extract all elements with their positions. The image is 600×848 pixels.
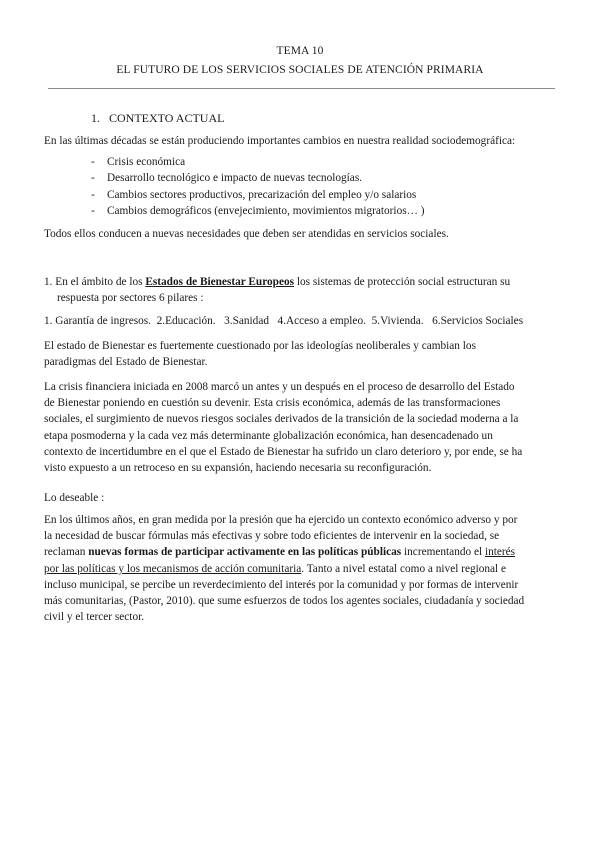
conclusion-paragraph: Todos ellos conducen a nuevas necesidades que deben ser atendidas en servicios sociales. <box>44 228 449 240</box>
title-subject: EL FUTURO DE LOS SERVICIOS SOCIALES DE ATENCIÓN PRIMARIA <box>116 64 484 76</box>
section-heading <box>91 110 224 126</box>
section-title: CONTEXTO ACTUAL <box>109 111 225 125</box>
section-number: 1. <box>91 111 100 125</box>
changes-list <box>91 154 425 219</box>
title-topic: TEMA 10 <box>276 45 324 57</box>
list-item: - Crisis económica <box>91 156 186 168</box>
community-emphasis: por las políticas y los mecanismos de acción comunitaria <box>44 562 302 575</box>
list-item: - Cambios demográficos (envejecimiento, movimientos migratorios… ) <box>91 204 425 217</box>
questioned-paragraph: El estado de Bienestar es fuertemente cuestionado por las ideologías neoliberales y cambian los paradigmas del Estado de Bienestar. <box>44 340 476 369</box>
pillar-item: 3.Sanidad <box>224 315 269 327</box>
pillar-item: 1. Garantía de ingresos. <box>44 315 151 327</box>
pillar-item: 2.Educación. <box>156 315 216 327</box>
title-divider <box>48 88 555 89</box>
list-item: - Desarrollo tecnológico e impacto de nuevas tecnologías. <box>91 172 363 185</box>
pillar-item: 6.Servicios Sociales <box>432 315 524 327</box>
welfare-highlight: Estados de Bienestar Europeos <box>145 276 295 288</box>
desirable-label: Lo deseable : <box>44 492 105 504</box>
participation-emphasis: nuevas formas de participar activamente en las políticas públicas <box>88 546 402 559</box>
list-item: - Cambios sectores productivos, precarización del empleo y/o salarios <box>91 188 417 201</box>
intro-paragraph: En las últimas décadas se están produciendo importantes cambios en nuestra realidad sociodemográfica: <box>44 135 516 147</box>
welfare-paragraph: 1. En el ámbito de los Estados de Bienestar Europeos los sistemas de protección social estructuran su respuesta por sectores 6 pilares : <box>44 276 511 305</box>
pillars-line <box>44 313 523 329</box>
crisis-paragraph: La crisis financiera iniciada en 2008 marcó un antes y un después en el proceso de desarrollo del Estado de Bienestar poniendo en cuestión su devenir. Esta crisis económica, además de las transformaciones sociales, el surgimiento de nuevos riesgos sociales derivados de la transición de la sociedad moderna a la etapa posmoderna y la cada vez más determinante globalización económica, han desencadenado un contexto de incertidumbre en el que el Estado de Bienestar ha sufrido un claro deterioro y, por ende, se ha visto expuesto a un retroceso en su expansión, haciendo necesaria su reconfiguración. <box>44 381 523 475</box>
pillar-item: 4.Acceso a empleo. <box>277 315 366 327</box>
document-title <box>0 42 600 80</box>
pillar-item: 5.Vivienda. <box>371 315 424 327</box>
desirable-paragraph: En los últimos años, en gran medida por la presión que ha ejercido un contexto económico adverso y por la necesidad de buscar fórmulas más efectivas y sobre todo eficientes de intervenir en la sociedad, se reclaman nuevas formas de participar activamente en las políticas públicas incrementando el interés por las políticas y los mecanismos de acción comunitaria. Tanto a nivel estatal como a nivel regional e incluso municipal, se percibe un reverdecimiento del interés por la comunidad y por formas de intervenir más comunitarias, (Pastor, 2010). que sume esfuerzos de todos los agentes sociales, ciudadanía y sociedad civil y el tercer sector. <box>44 514 525 624</box>
